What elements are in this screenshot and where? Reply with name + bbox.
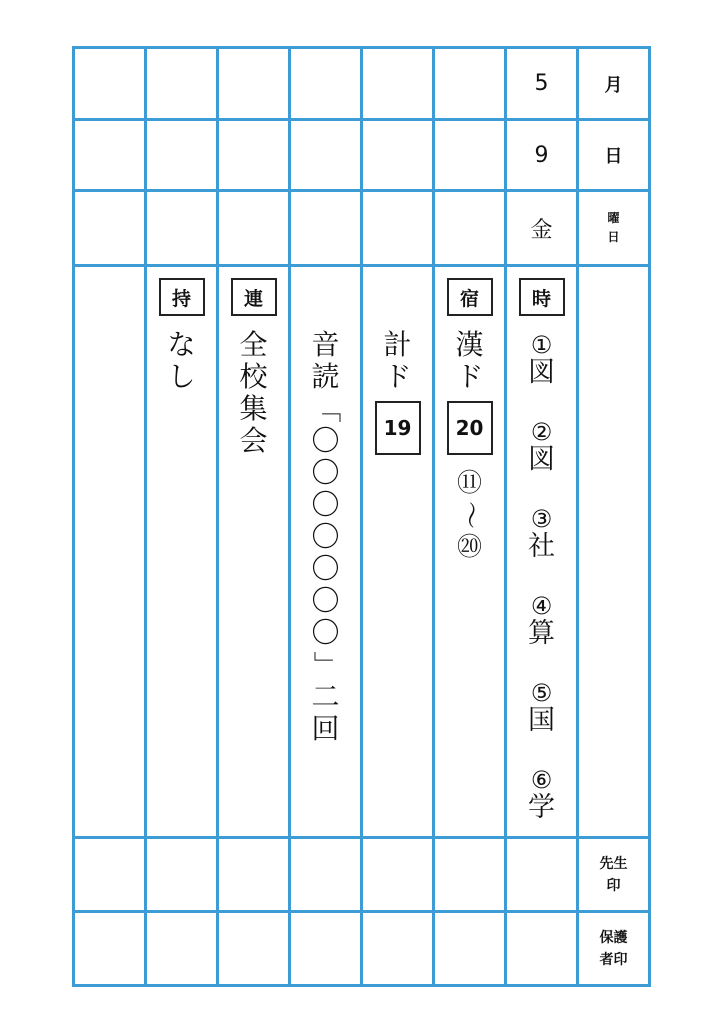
- homework-label: 宿: [447, 278, 493, 316]
- empty-cell: [219, 49, 288, 118]
- teacher-stamp-label: [600, 853, 628, 897]
- day-cell: [507, 121, 576, 189]
- belongings-cell: [147, 267, 216, 836]
- empty-cell: [435, 192, 504, 264]
- notices-label: 連: [231, 278, 277, 316]
- schedule-label: 時: [519, 278, 565, 316]
- month-cell: [507, 49, 576, 118]
- empty-cell: [75, 192, 144, 264]
- homework-kanji-range: ⑪ 〜 ⑳: [453, 468, 487, 561]
- empty-cell: [291, 49, 360, 118]
- guardian-stamp-label: [600, 927, 628, 971]
- empty-cell: [363, 121, 432, 189]
- belongings-label: 持: [159, 278, 205, 316]
- empty-cell: [147, 49, 216, 118]
- schedule-cell: [507, 267, 576, 836]
- empty-cell: [147, 121, 216, 189]
- empty-cell: [219, 192, 288, 264]
- homework-math-text: 計 ド: [383, 328, 412, 393]
- homework-reading-text: 音 読 「 〇 〇 〇 〇 〇 〇 〇 」 二 回: [309, 328, 343, 745]
- weekday-label-cell: [579, 192, 648, 264]
- schedule-period-1: ① 図: [528, 331, 555, 388]
- teacher-stamp-line-2: 印: [606, 877, 621, 894]
- guardian-stamp-line-2: 者印: [599, 951, 628, 968]
- empty-cell: [75, 49, 144, 118]
- empty-cell: [507, 913, 576, 984]
- empty-cell: [435, 49, 504, 118]
- schedule-period-6: ⑥ 学: [528, 766, 555, 823]
- empty-cell: [147, 913, 216, 984]
- homework-reading-cell: [291, 267, 360, 836]
- empty-cell: [579, 267, 648, 836]
- homework-math-cell: [363, 267, 432, 836]
- empty-cell: [291, 121, 360, 189]
- empty-cell: [363, 839, 432, 910]
- day-label-cell: [579, 121, 648, 189]
- empty-cell: [435, 913, 504, 984]
- guardian-stamp-label-cell: [579, 913, 648, 984]
- weekday-label: [607, 209, 619, 247]
- weekday-cell: [507, 192, 576, 264]
- empty-cell: [147, 192, 216, 264]
- empty-cell: [75, 839, 144, 910]
- empty-cell: [75, 913, 144, 984]
- guardian-stamp-line-1: 保護: [599, 929, 628, 946]
- day-value: 9: [534, 142, 549, 168]
- empty-cell: [219, 839, 288, 910]
- homework-kanji-text: 漢 ド: [455, 328, 484, 393]
- empty-cell: [75, 267, 144, 836]
- empty-cell: [219, 121, 288, 189]
- schedule-period-2: ② 図: [528, 418, 555, 475]
- schedule-period-5: ⑤ 国: [528, 679, 555, 736]
- empty-cell: [75, 121, 144, 189]
- notices-text: 全 校 集 会: [239, 328, 268, 457]
- empty-cell: [291, 192, 360, 264]
- homework-kanji-cell: [435, 267, 504, 836]
- empty-cell: [147, 839, 216, 910]
- homework-kanji-number: 20: [447, 401, 493, 455]
- weekday-value: 金: [530, 217, 553, 243]
- schedule-period-4: ④ 算: [528, 592, 555, 649]
- notices-cell: [219, 267, 288, 836]
- empty-cell: [363, 913, 432, 984]
- contact-notebook-grid: [72, 46, 651, 987]
- teacher-stamp-line-1: 先生: [599, 855, 628, 872]
- empty-cell: [291, 913, 360, 984]
- month-value: 5: [534, 71, 549, 96]
- month-label: 月: [604, 74, 623, 96]
- empty-cell: [219, 913, 288, 984]
- empty-cell: [435, 121, 504, 189]
- day-label: 日: [604, 146, 623, 167]
- schedule-period-3: ③ 社: [528, 505, 555, 562]
- empty-cell: [291, 839, 360, 910]
- weekday-label-line-2: 日: [607, 230, 620, 244]
- belongings-text: な し: [167, 328, 196, 393]
- weekday-label-line-1: 曜: [607, 211, 620, 225]
- empty-cell: [435, 839, 504, 910]
- empty-cell: [363, 192, 432, 264]
- homework-math-number: 19: [375, 401, 421, 455]
- empty-cell: [363, 49, 432, 118]
- empty-cell: [507, 839, 576, 910]
- month-label-cell: [579, 49, 648, 118]
- schedule-list: [507, 331, 576, 822]
- teacher-stamp-label-cell: [579, 839, 648, 910]
